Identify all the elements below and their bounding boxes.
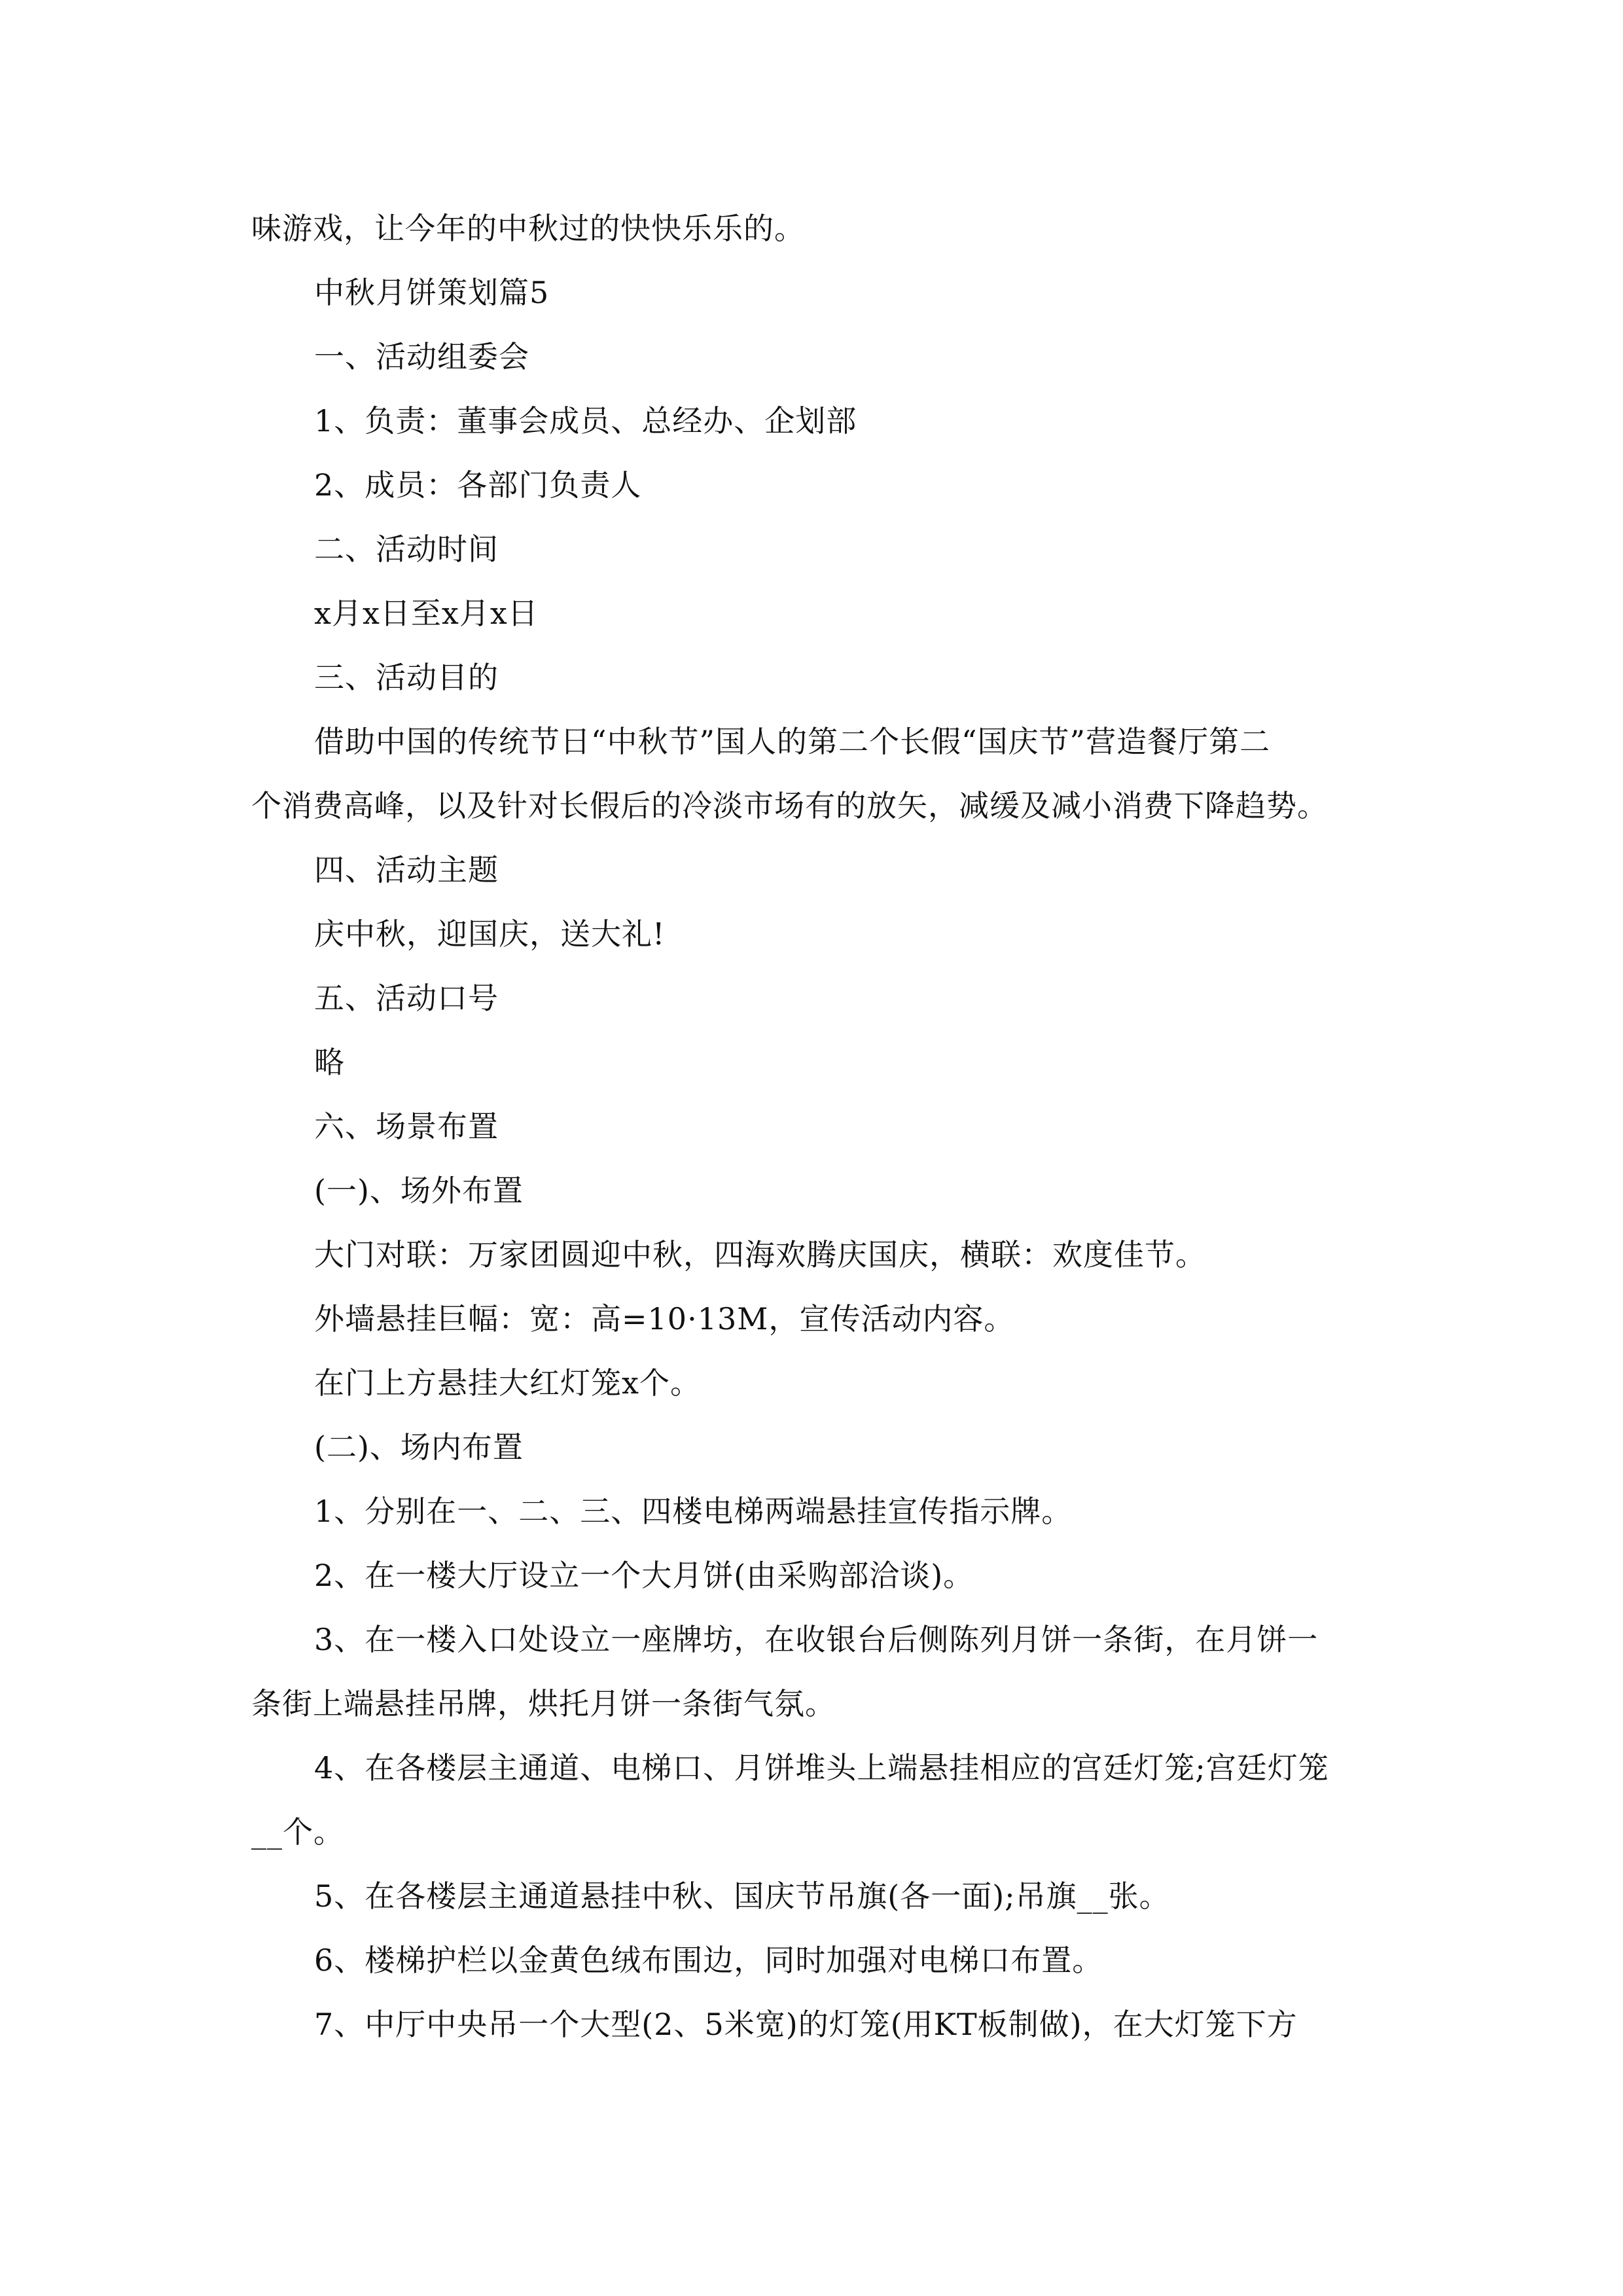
heading-organizing-committee: 一、活动组委会 [314,339,529,374]
heading-scene-layout: 六、场景布置 [314,1109,499,1144]
paragraph-line: x月x日至x月x日 [314,596,539,631]
heading-activity-time: 二、活动时间 [314,531,499,567]
paragraph-line: 7、中厅中央吊一个大型(2、5米宽)的灯笼(用KT板制做)，在大灯笼下方 [314,2007,1298,2042]
paragraph-line: 在门上方悬挂大红灯笼x个。 [314,1365,701,1401]
paragraph-line: 1、负责：董事会成员、总经办、企划部 [314,403,857,439]
paragraph-line: 6、楼梯护栏以金黄色绒布围边，同时加强对电梯口布置。 [314,1943,1103,1978]
subheading-outdoor-layout: (一)、场外布置 [314,1173,524,1208]
paragraph-line: 味游戏，让今年的中秋过的快快乐乐的。 [251,211,805,246]
paragraph-line: 3、在一楼入口处设立一座牌坊，在收银台后侧陈列月饼一条街，在月饼一 [314,1622,1319,1657]
heading-activity-purpose: 三、活动目的 [314,660,499,695]
paragraph-line: __个。 [251,1814,344,1850]
paragraph-line: 5、在各楼层主通道悬挂中秋、国庆节吊旗(各一面);吊旗__张。 [314,1878,1170,1914]
heading-activity-theme: 四、活动主题 [314,852,499,888]
document-body [251,196,1390,2056]
paragraph-line: 2、成员：各部门负责人 [314,467,642,503]
paragraph-line: 个消费高峰，以及针对长假后的冷淡市场有的放矢，减缓及减小消费下降趋势。 [251,788,1328,823]
paragraph-line: 外墙悬挂巨幅：宽：高=10·13M，宣传活动内容。 [314,1301,1015,1336]
paragraph-line: 条街上端悬挂吊牌，烘托月饼一条街气氛。 [251,1686,836,1721]
paragraph-line: 4、在各楼层主通道、电梯口、月饼堆头上端悬挂相应的宫廷灯笼;宫廷灯笼 [314,1750,1329,1785]
heading-activity-slogan: 五、活动口号 [314,980,499,1016]
paragraph-line: 大门对联：万家团圆迎中秋，四海欢腾庆国庆，横联：欢度佳节。 [314,1237,1206,1272]
paragraph-line: 庆中秋，迎国庆，送大礼! [314,916,666,952]
paragraph-line: 借助中国的传统节日“中秋节”国人的第二个长假“国庆节”营造餐厅第二 [314,724,1271,759]
paragraph-line: 2、在一楼大厅设立一个大月饼(由采购部洽谈)。 [314,1558,974,1593]
subheading-indoor-layout: (二)、场内布置 [314,1429,524,1465]
paragraph-line: 略 [314,1045,345,1080]
section-title: 中秋月饼策划篇5 [314,275,550,310]
paragraph-line: 1、分别在一、二、三、四楼电梯两端悬挂宣传指示牌。 [314,1494,1073,1529]
